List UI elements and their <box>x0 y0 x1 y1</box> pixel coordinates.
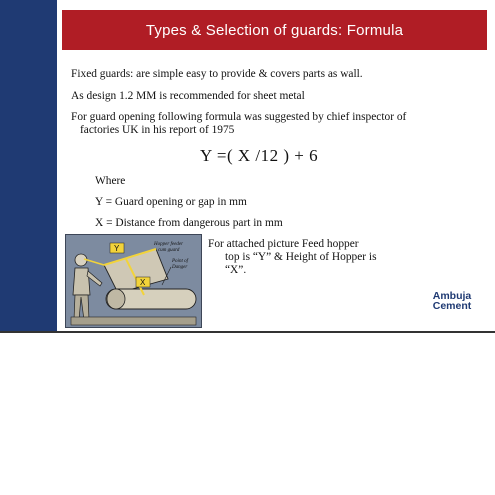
roller-end <box>107 289 125 309</box>
caption-line1: For attached picture Feed hopper <box>208 238 359 250</box>
figure-caption <box>208 238 406 277</box>
hopper-label: Hopper feeder <box>154 242 184 247</box>
y-definition: Y = Guard opening or gap in mm <box>95 196 247 208</box>
ambuja-cement-logo <box>419 291 485 311</box>
machine-base <box>71 317 196 325</box>
where-label: Where <box>95 175 126 187</box>
caption-line2: top is “Y” & Height of Hopper is <box>225 251 377 263</box>
guard-opening-line2: factories UK in his report of 1975 <box>80 124 235 136</box>
hopper-illustration <box>65 234 202 328</box>
left-accent-bar <box>0 0 57 333</box>
bottom-divider <box>0 331 495 333</box>
x-label: X <box>140 278 146 287</box>
logo-line1: Ambuja <box>432 290 472 302</box>
guard-opening-line1: For guard opening following formula was suggested by chief inspector of <box>71 111 407 123</box>
title-bar <box>62 10 487 50</box>
x-definition: X = Distance from dangerous part in mm <box>95 217 283 229</box>
fixed-guards-text: Fixed guards: are simple easy to provide & covers parts as wall. <box>71 68 363 80</box>
point-label: Point of <box>172 259 188 264</box>
y-label: Y <box>114 244 120 253</box>
caption-line3: “X”. <box>225 264 247 276</box>
design-text: As design 1.2 MM is recommended for sheet metal <box>71 90 305 102</box>
formula: Y =( X /12 ) + 6 <box>200 146 319 165</box>
hopper-drawing <box>66 235 201 327</box>
danger-label: Danger <box>172 265 188 270</box>
hopper-label-2: cum guard <box>158 248 180 253</box>
logo-line2: Cement <box>432 300 472 312</box>
guard-opening-text <box>71 111 482 137</box>
slide-title: Types & Selection of guards: Formula <box>145 21 404 39</box>
